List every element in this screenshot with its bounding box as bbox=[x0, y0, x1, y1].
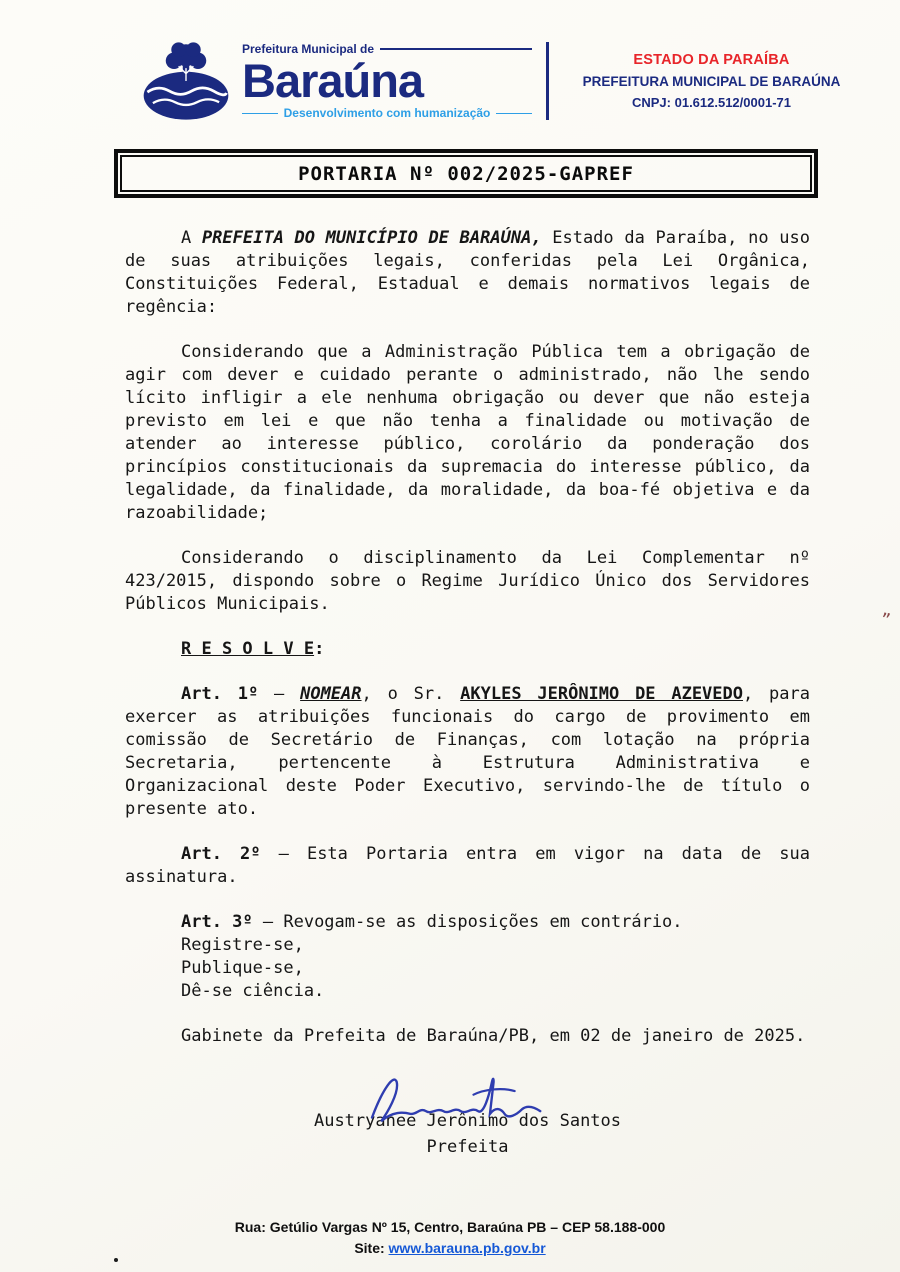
logo bbox=[140, 38, 532, 124]
paragraph-art2: Art. 2º – Esta Portaria entra em vigor na data de sua assinatura. bbox=[125, 844, 810, 887]
logo-tagline: Desenvolvimento com humanização bbox=[283, 106, 491, 121]
tagline-rule-right bbox=[496, 113, 532, 115]
resolve-heading: R E S O L V E: bbox=[181, 639, 325, 659]
logo-pretitle: Prefeitura Municipal de bbox=[242, 41, 375, 56]
paragraph-considerando-2: Considerando o disciplinamento da Lei Complementar nº 423/2015, dispondo sobre o Regime Jurídico Único dos Servidores Públicos Municipais. bbox=[125, 548, 810, 614]
paragraph-considerando-1: Considerando que a Administração Pública tem a obrigação de agir com dever e cuidado perante o administrado, não lhe sendo lícito infligir a ele nenhuma obrigação ou dever que não esteja previsto em lei e que não tenha a finalidade ou motivação de atender ao interesse público, corolário da ponderação dos princípios constitucionais da supremacia do interesse público, da legalidade, da finalidade, da moralidade, da boa-fé objetiva e da razoabilidade; bbox=[125, 342, 810, 523]
logo-rule bbox=[380, 48, 532, 50]
footer-site-line bbox=[0, 1240, 900, 1256]
signer-role: Prefeita bbox=[426, 1137, 509, 1157]
state-name: ESTADO DA PARAÍBA bbox=[633, 52, 790, 68]
footer-site-link[interactable]: www.barauna.pb.gov.br bbox=[388, 1240, 546, 1256]
header-divider bbox=[546, 42, 549, 120]
signature-block bbox=[125, 1070, 810, 1159]
logo-tagline-row bbox=[242, 106, 532, 120]
document-title-box bbox=[114, 149, 818, 198]
document-title-inner-frame bbox=[120, 155, 812, 192]
scan-artifact-dot bbox=[114, 1258, 118, 1262]
footer-site-label: Site: bbox=[354, 1240, 385, 1256]
paragraph-preamble: A PREFEITA DO MUNICÍPIO DE BARAÚNA, Estado da Paraíba, no uso de suas atribuições legais, conferidas pela Lei Orgânica, Constituições Federal, Estadual e demais normativos legais de regência: bbox=[125, 228, 810, 317]
document-title: PORTARIA Nº 002/2025-GAPREF bbox=[298, 163, 634, 185]
logo-text bbox=[242, 42, 532, 121]
scan-artifact-mark: ” bbox=[880, 609, 893, 630]
footer-address: Rua: Getúlio Vargas Nº 15, Centro, Baraúna PB – CEP 58.188-000 bbox=[234, 1219, 666, 1235]
letterhead bbox=[0, 0, 900, 124]
line-publique-se: Publique-se, bbox=[181, 958, 304, 978]
footer bbox=[0, 1219, 900, 1256]
line-registre-se: Registre-se, bbox=[181, 935, 304, 955]
logo-city-name: Baraúna bbox=[242, 53, 424, 107]
handwritten-signature-icon bbox=[361, 1070, 575, 1134]
paragraph-art1: Art. 1º – NOMEAR, o Sr. AKYLES JERÔNIMO DE AZEVEDO, para exercer as atribuições funcionais do cargo de provimento em comissão de Secretário de Finanças, com lotação na própria Secretaria, pertencente à Estrutura Administrativa e Organizacional deste Poder Executivo, servindo-lhe de título o presente ato. bbox=[125, 684, 810, 819]
municipality-name: PREFEITURA MUNICIPAL DE BARAÚNA bbox=[582, 74, 841, 89]
tagline-rule-left bbox=[242, 113, 278, 115]
cnpj-number: CNPJ: 01.612.512/0001-71 bbox=[631, 95, 791, 110]
line-de-se-ciencia: Dê-se ciência. bbox=[181, 981, 325, 1001]
city-emblem-tree-logo-icon bbox=[140, 38, 232, 124]
paragraph-closing: Gabinete da Prefeita de Baraúna/PB, em 02 de janeiro de 2025. bbox=[181, 1026, 806, 1046]
paragraph-art3: Art. 3º – Revogam-se as disposições em contrário. bbox=[181, 912, 683, 932]
gov-identification bbox=[565, 52, 858, 110]
signer-name: Austryanee Jerônimo dos Santos bbox=[313, 1111, 622, 1131]
document-body bbox=[125, 227, 810, 1159]
